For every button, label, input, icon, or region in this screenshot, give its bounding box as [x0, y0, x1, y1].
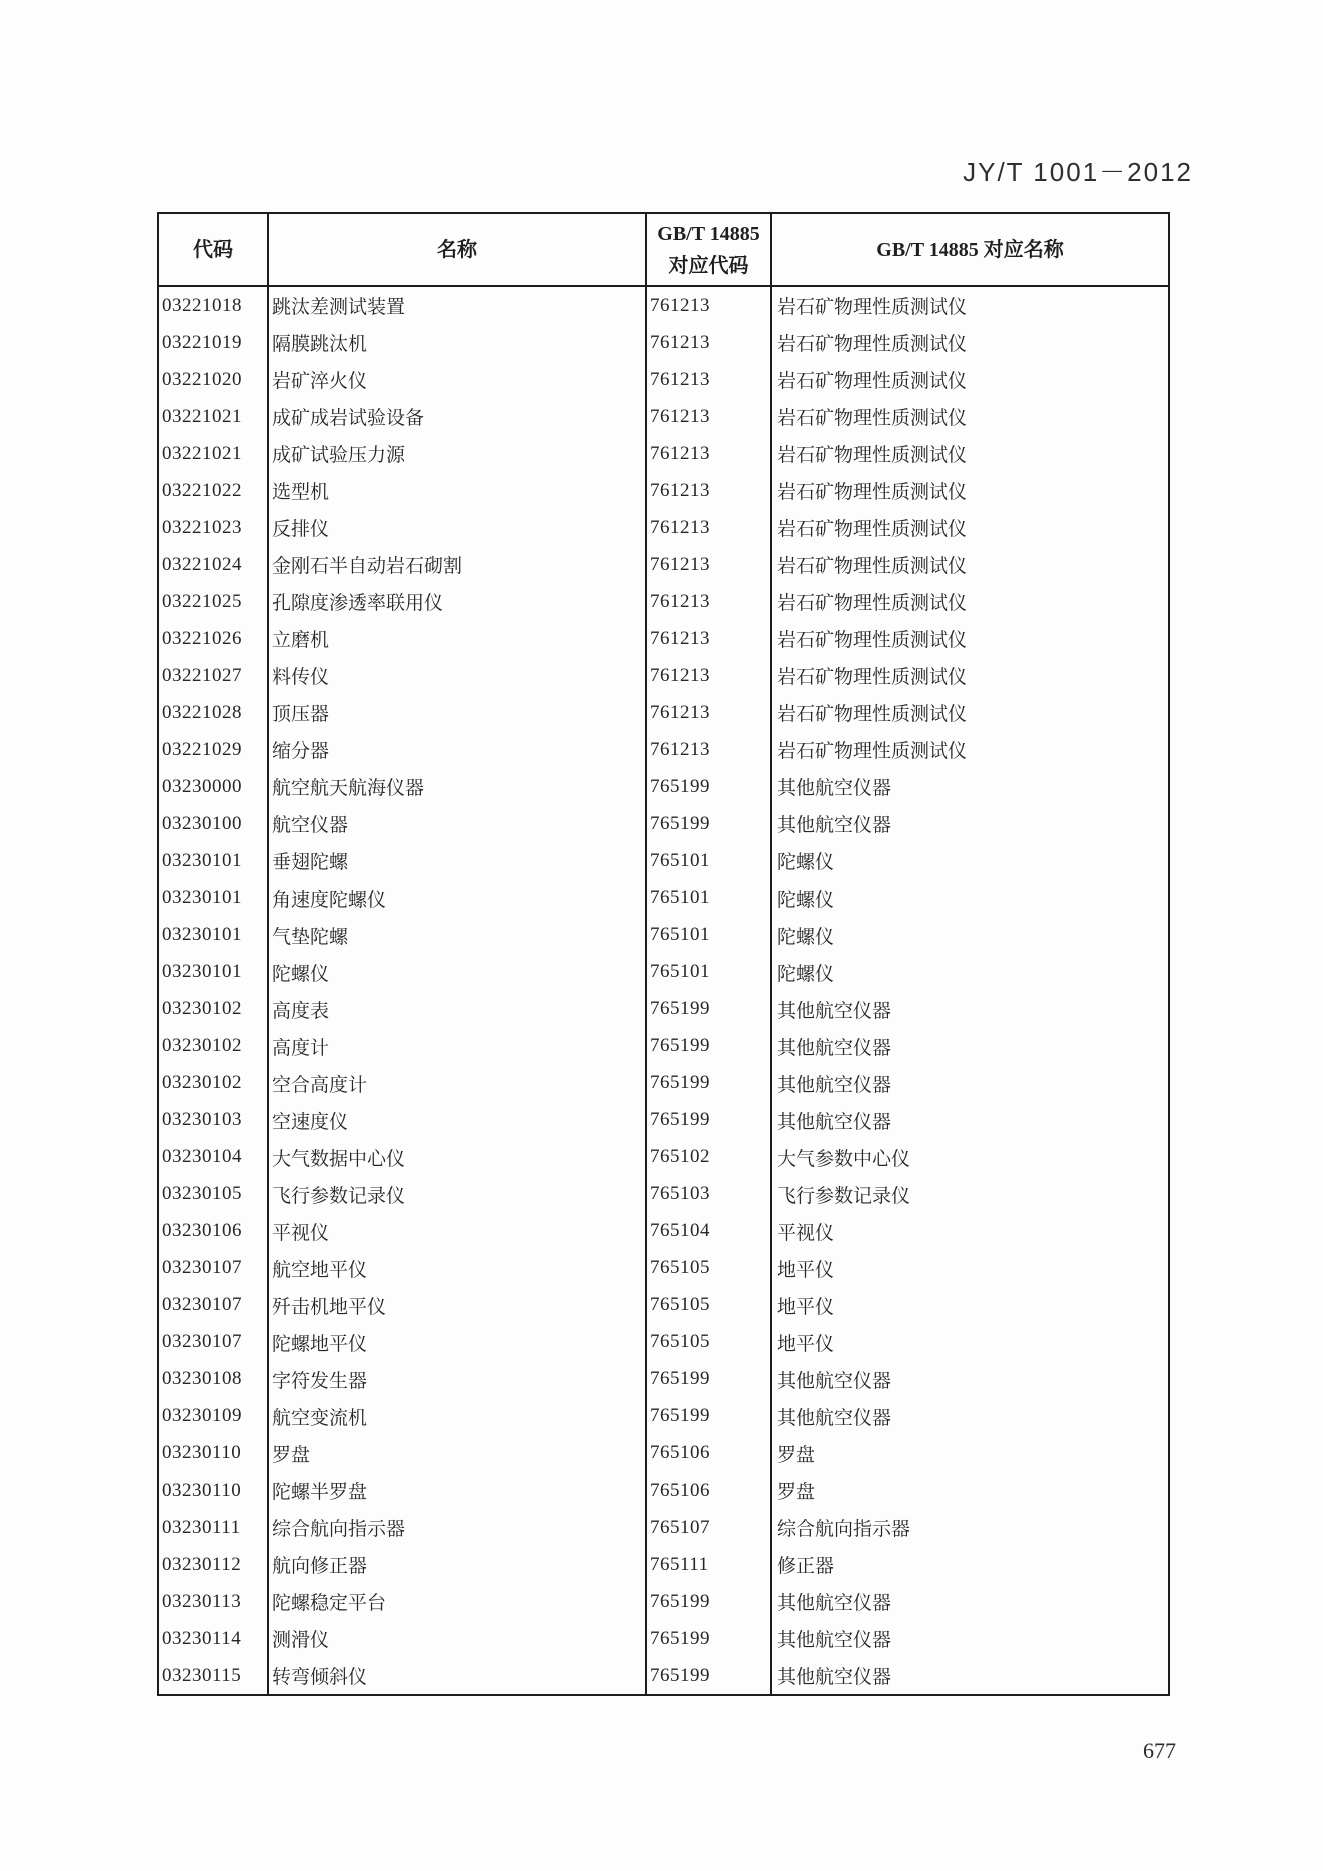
- cell-gb-name: 其他航空仪器: [777, 1407, 892, 1429]
- cell-name: 立磨机: [269, 620, 647, 657]
- cell-code: 03221029: [159, 731, 269, 768]
- table-row: [159, 805, 1168, 842]
- cell-gb-name: 陀螺仪: [777, 926, 835, 948]
- cell-gb-code: 761213: [647, 287, 772, 324]
- cell-code: 03230102: [159, 1065, 269, 1102]
- table-row: [159, 991, 1168, 1028]
- table-row: [159, 1176, 1168, 1213]
- cell-code: 03230101: [159, 842, 269, 879]
- table-row: [159, 472, 1168, 509]
- cell-gb-name: 其他航空仪器: [777, 1667, 892, 1689]
- cell-code: 03221018: [159, 287, 269, 324]
- cell-code: 03221021: [159, 398, 269, 435]
- header-cell-code: [159, 214, 269, 285]
- cell-code: 03221022: [159, 472, 269, 509]
- cell-code: 03230104: [159, 1139, 269, 1176]
- cell-gb-name: 岩石矿物理性质测试仪: [777, 445, 968, 467]
- cell-gb-code: 765199: [647, 1361, 772, 1398]
- header-code-label: 代码: [193, 238, 233, 261]
- cell-name: 孔隙度渗透率联用仪: [269, 583, 647, 620]
- cell-name: 飞行参数记录仪: [269, 1176, 647, 1213]
- header-cell-gb-name: [772, 214, 1168, 285]
- cell-gb-code: 761213: [647, 398, 772, 435]
- table-row: [159, 1028, 1168, 1065]
- cell-gb-name: 平视仪: [777, 1222, 835, 1244]
- cell-gb-code: 765105: [647, 1324, 772, 1361]
- header-cell-gb-code: [647, 214, 772, 285]
- cell-name: 综合航向指示器: [269, 1509, 647, 1546]
- table-row: [159, 694, 1168, 731]
- standard-number: JY/T 1001－2012: [963, 157, 1193, 187]
- cell-code: 03230115: [159, 1657, 269, 1694]
- cell-name: 岩矿淬火仪: [269, 361, 647, 398]
- cell-gb-code: 761213: [647, 509, 772, 546]
- cell-code: 03230101: [159, 954, 269, 991]
- cell-gb-name: 岩石矿物理性质测试仪: [777, 408, 968, 430]
- cell-gb-code: 765199: [647, 1102, 772, 1139]
- cell-name: 高度计: [269, 1028, 647, 1065]
- table-header-row: [159, 214, 1168, 287]
- header-name-label: 名称: [437, 238, 477, 261]
- cell-code: 03230102: [159, 1028, 269, 1065]
- table-row: [159, 1398, 1168, 1435]
- cell-code: 03230111: [159, 1509, 269, 1546]
- cell-gb-code: 765105: [647, 1287, 772, 1324]
- cell-gb-name: 其他航空仪器: [777, 1074, 892, 1096]
- cell-name: 高度表: [269, 991, 647, 1028]
- cell-gb-name: 陀螺仪: [777, 852, 835, 874]
- table-row: [159, 1361, 1168, 1398]
- table-row: [159, 657, 1168, 694]
- cell-code: 03221021: [159, 435, 269, 472]
- cell-gb-name: 其他航空仪器: [777, 1111, 892, 1133]
- table-row: [159, 324, 1168, 361]
- cell-code: 03230000: [159, 768, 269, 805]
- page-number: 677: [1143, 1738, 1176, 1763]
- cell-gb-name: 其他航空仪器: [777, 1630, 892, 1652]
- cell-name: 陀螺仪: [269, 954, 647, 991]
- cell-code: 03221024: [159, 546, 269, 583]
- cell-gb-code: 765199: [647, 1657, 772, 1694]
- cell-code: 03230107: [159, 1250, 269, 1287]
- cell-gb-code: 765111: [647, 1546, 772, 1583]
- cell-gb-code: 765103: [647, 1176, 772, 1213]
- table-row: [159, 583, 1168, 620]
- cell-gb-name: 其他航空仪器: [777, 1000, 892, 1022]
- cell-name: 角速度陀螺仪: [269, 880, 647, 917]
- cell-gb-code: 765101: [647, 880, 772, 917]
- cell-gb-name: 岩石矿物理性质测试仪: [777, 371, 968, 393]
- cell-code: 03230103: [159, 1102, 269, 1139]
- cell-code: 03230108: [159, 1361, 269, 1398]
- cell-gb-code: 765199: [647, 1065, 772, 1102]
- cell-gb-name: 综合航向指示器: [777, 1519, 911, 1541]
- cell-name: 转弯倾斜仪: [269, 1657, 647, 1694]
- cell-code: 03230107: [159, 1324, 269, 1361]
- cell-name: 成矿试验压力源: [269, 435, 647, 472]
- cell-gb-name: 地平仪: [777, 1296, 835, 1318]
- table-row: [159, 731, 1168, 768]
- cell-code: 03230102: [159, 991, 269, 1028]
- cell-name: 缩分器: [269, 731, 647, 768]
- cell-code: 03230100: [159, 805, 269, 842]
- cell-name: 反排仪: [269, 509, 647, 546]
- table-row: [159, 1102, 1168, 1139]
- cell-code: 03221028: [159, 694, 269, 731]
- table-row: [159, 1213, 1168, 1250]
- cell-gb-code: 761213: [647, 361, 772, 398]
- cell-gb-name: 其他航空仪器: [777, 1370, 892, 1392]
- table-row: [159, 1324, 1168, 1361]
- cell-gb-name: 大气参数中心仪: [777, 1148, 911, 1170]
- cell-code: 03230113: [159, 1583, 269, 1620]
- cell-gb-name: 岩石矿物理性质测试仪: [777, 593, 968, 615]
- cell-gb-name: 岩石矿物理性质测试仪: [777, 482, 968, 504]
- header-cell-name: [269, 214, 647, 285]
- cell-name: 空速度仪: [269, 1102, 647, 1139]
- table-row: [159, 768, 1168, 805]
- table-row: [159, 1620, 1168, 1657]
- cell-name: 隔膜跳汰机: [269, 324, 647, 361]
- cell-gb-code: 765199: [647, 805, 772, 842]
- cell-gb-name: 其他航空仪器: [777, 778, 892, 800]
- cell-gb-name: 其他航空仪器: [777, 1037, 892, 1059]
- cell-name: 航空变流机: [269, 1398, 647, 1435]
- cell-code: 03221020: [159, 361, 269, 398]
- cell-gb-name: 陀螺仪: [777, 963, 835, 985]
- table-row: [159, 435, 1168, 472]
- cell-code: 03221023: [159, 509, 269, 546]
- cell-gb-name: 地平仪: [777, 1259, 835, 1281]
- cell-gb-code: 761213: [647, 694, 772, 731]
- cell-gb-code: 761213: [647, 657, 772, 694]
- table-row: [159, 1657, 1168, 1694]
- cell-gb-code: 765199: [647, 991, 772, 1028]
- header-gb-code-line2: 对应代码: [668, 254, 749, 277]
- cell-gb-code: 765107: [647, 1509, 772, 1546]
- table-row: [159, 509, 1168, 546]
- cell-name: 空合高度计: [269, 1065, 647, 1102]
- table-row: [159, 1250, 1168, 1287]
- cell-gb-code: 765104: [647, 1213, 772, 1250]
- cell-code: 03230101: [159, 880, 269, 917]
- table-row: [159, 361, 1168, 398]
- cell-gb-name: 罗盘: [777, 1444, 816, 1466]
- cell-name: 成矿成岩试验设备: [269, 398, 647, 435]
- cell-code: 03230110: [159, 1435, 269, 1472]
- cell-gb-code: 765199: [647, 1398, 772, 1435]
- cell-gb-code: 765106: [647, 1435, 772, 1472]
- cell-gb-code: 761213: [647, 472, 772, 509]
- cell-name: 选型机: [269, 472, 647, 509]
- cell-gb-name: 岩石矿物理性质测试仪: [777, 297, 968, 319]
- header-gb-code-line1: GB/T 14885: [657, 222, 760, 245]
- cell-code: 03230112: [159, 1546, 269, 1583]
- cell-code: 03230107: [159, 1287, 269, 1324]
- table-row: [159, 1509, 1168, 1546]
- cell-gb-code: 765101: [647, 954, 772, 991]
- cell-gb-name: 其他航空仪器: [777, 815, 892, 837]
- cell-name: 航空航天航海仪器: [269, 768, 647, 805]
- cell-name: 航空地平仪: [269, 1250, 647, 1287]
- cell-gb-code: 761213: [647, 731, 772, 768]
- cell-name: 金刚石半自动岩石砌割: [269, 546, 647, 583]
- cell-gb-code: 765101: [647, 842, 772, 879]
- cell-code: 03230109: [159, 1398, 269, 1435]
- cell-name: 料传仪: [269, 657, 647, 694]
- cell-gb-code: 765102: [647, 1139, 772, 1176]
- table-row: [159, 880, 1168, 917]
- table-row: [159, 1435, 1168, 1472]
- table-row: [159, 1139, 1168, 1176]
- cell-gb-code: 761213: [647, 620, 772, 657]
- cell-gb-code: 761213: [647, 583, 772, 620]
- table-row: [159, 1583, 1168, 1620]
- cell-gb-code: 765199: [647, 1583, 772, 1620]
- table-row: [159, 398, 1168, 435]
- cell-code: 03221019: [159, 324, 269, 361]
- cell-code: 03230114: [159, 1620, 269, 1657]
- table-row: [159, 1065, 1168, 1102]
- cell-name: 陀螺半罗盘: [269, 1472, 647, 1509]
- cell-gb-name: 修正器: [777, 1556, 835, 1578]
- table-row: [159, 620, 1168, 657]
- cell-gb-name: 飞行参数记录仪: [777, 1185, 911, 1207]
- table-body: [159, 287, 1168, 1694]
- cell-name: 平视仪: [269, 1213, 647, 1250]
- cell-code: 03230105: [159, 1176, 269, 1213]
- cell-gb-code: 765199: [647, 1028, 772, 1065]
- cell-name: 大气数据中心仪: [269, 1139, 647, 1176]
- cell-name: 气垫陀螺: [269, 917, 647, 954]
- header-gb-name-label: GB/T 14885 对应名称: [876, 238, 1064, 261]
- table-row: [159, 842, 1168, 879]
- cell-name: 跳汰差测试装置: [269, 287, 647, 324]
- cell-code: 03230110: [159, 1472, 269, 1509]
- cell-gb-code: 765101: [647, 917, 772, 954]
- cell-code: 03230101: [159, 917, 269, 954]
- cell-gb-name: 其他航空仪器: [777, 1593, 892, 1615]
- cell-code: 03221026: [159, 620, 269, 657]
- cell-gb-name: 岩石矿物理性质测试仪: [777, 741, 968, 763]
- cell-code: 03230106: [159, 1213, 269, 1250]
- cell-name: 垂翅陀螺: [269, 842, 647, 879]
- table-row: [159, 917, 1168, 954]
- table-row: [159, 546, 1168, 583]
- cell-name: 航空仪器: [269, 805, 647, 842]
- cell-gb-name: 罗盘: [777, 1482, 816, 1504]
- cell-gb-code: 765105: [647, 1250, 772, 1287]
- table-row: [159, 1472, 1168, 1509]
- cell-gb-name: 陀螺仪: [777, 889, 835, 911]
- cell-gb-name: 岩石矿物理性质测试仪: [777, 519, 968, 541]
- cell-name: 测滑仪: [269, 1620, 647, 1657]
- cell-code: 03221027: [159, 657, 269, 694]
- cell-name: 罗盘: [269, 1435, 647, 1472]
- cell-gb-code: 761213: [647, 324, 772, 361]
- cell-gb-code: 761213: [647, 546, 772, 583]
- cell-gb-code: 761213: [647, 435, 772, 472]
- cell-gb-code: 765199: [647, 768, 772, 805]
- cell-name: 字符发生器: [269, 1361, 647, 1398]
- cell-gb-name: 岩石矿物理性质测试仪: [777, 334, 968, 356]
- cell-name: 陀螺稳定平台: [269, 1583, 647, 1620]
- cell-gb-code: 765199: [647, 1620, 772, 1657]
- mapping-table: [157, 212, 1170, 1696]
- cell-gb-name: 岩石矿物理性质测试仪: [777, 704, 968, 726]
- cell-gb-name: 地平仪: [777, 1333, 835, 1355]
- cell-name: 陀螺地平仪: [269, 1324, 647, 1361]
- table-row: [159, 954, 1168, 991]
- table-row: [159, 287, 1168, 324]
- cell-code: 03221025: [159, 583, 269, 620]
- table-row: [159, 1287, 1168, 1324]
- cell-gb-name: 岩石矿物理性质测试仪: [777, 556, 968, 578]
- cell-gb-name: 岩石矿物理性质测试仪: [777, 667, 968, 689]
- table-row: [159, 1546, 1168, 1583]
- cell-gb-name: 岩石矿物理性质测试仪: [777, 630, 968, 652]
- cell-name: 航向修正器: [269, 1546, 647, 1583]
- cell-name: 歼击机地平仪: [269, 1287, 647, 1324]
- cell-name: 顶压器: [269, 694, 647, 731]
- cell-gb-code: 765106: [647, 1472, 772, 1509]
